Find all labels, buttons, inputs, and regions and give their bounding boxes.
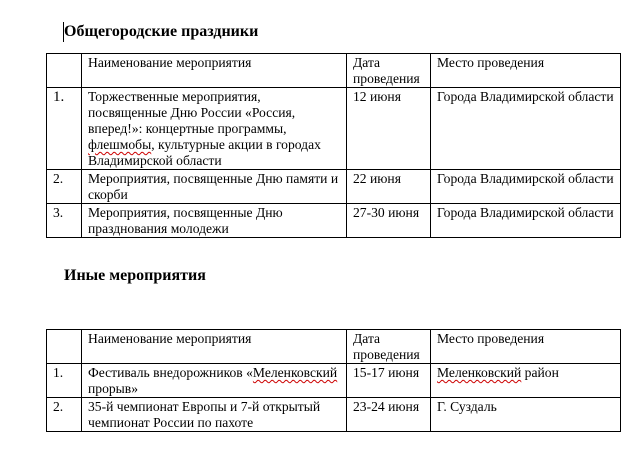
table-row: [47, 364, 621, 398]
section-heading-other-events: Иные мероприятия: [64, 267, 206, 284]
header-cell-event-name: Наименование мероприятия: [82, 54, 347, 88]
row-event-name: 35-й чемпионат Европы и 7-й открытый чемпионат России по пахоте: [82, 398, 347, 432]
event-name-text: Фестиваль внедорожников «: [88, 365, 253, 380]
row-place: Города Владимирской области: [431, 88, 621, 170]
header-cell-date: Дата проведения: [347, 330, 431, 364]
event-name-text: прорыв»: [88, 381, 139, 396]
header-cell-number: [47, 54, 82, 88]
event-name-text: Торжественные мероприятия, посвященные Дню России «Россия, вперед!»: концертные программы,: [88, 89, 296, 136]
table-header-row: [47, 330, 621, 364]
row-event-name: Мероприятия, посвященные Дню памяти и скорби: [82, 170, 347, 204]
header-cell-number: [47, 330, 82, 364]
header-cell-place: Место проведения: [431, 54, 621, 88]
row-place: [431, 364, 621, 398]
row-place: Г. Суздаль: [431, 398, 621, 432]
table-row: [47, 88, 621, 170]
header-cell-date: Дата проведения: [347, 54, 431, 88]
event-name-text: , культурные акции в городах Владимирской области: [88, 137, 321, 168]
row-place: Города Владимирской области: [431, 170, 621, 204]
table-row: [47, 170, 621, 204]
row-number: 1.: [47, 364, 82, 398]
row-date: 15-17 июня: [347, 364, 431, 398]
header-cell-place: Место проведения: [431, 330, 621, 364]
spellcheck-flagged-word: Меленковский: [437, 365, 522, 380]
table-row: [47, 204, 621, 238]
other-events-table: [46, 329, 621, 432]
table-header-row: [47, 54, 621, 88]
row-place: Города Владимирской области: [431, 204, 621, 238]
spellcheck-flagged-word: Меленковский: [252, 365, 338, 380]
row-date: 12 июня: [347, 88, 431, 170]
header-cell-event-name: Наименование мероприятия: [82, 330, 347, 364]
row-date: 27-30 июня: [347, 204, 431, 238]
city-holidays-table: [46, 53, 621, 238]
table-row: [47, 398, 621, 432]
row-number: 1.: [47, 88, 82, 170]
row-number: 2.: [47, 398, 82, 432]
row-event-name: [82, 364, 347, 398]
row-number: 3.: [47, 204, 82, 238]
row-date: 23-24 июня: [347, 398, 431, 432]
row-number: 2.: [47, 170, 82, 204]
row-event-name: Мероприятия, посвященные Дню празднования молодежи: [82, 204, 347, 238]
row-date: 22 июня: [347, 170, 431, 204]
place-text: район: [521, 365, 559, 380]
spellcheck-flagged-word: флешмобы: [88, 137, 152, 152]
section-heading-city-holidays: Общегородские праздники: [64, 23, 259, 40]
row-event-name: [82, 88, 347, 170]
